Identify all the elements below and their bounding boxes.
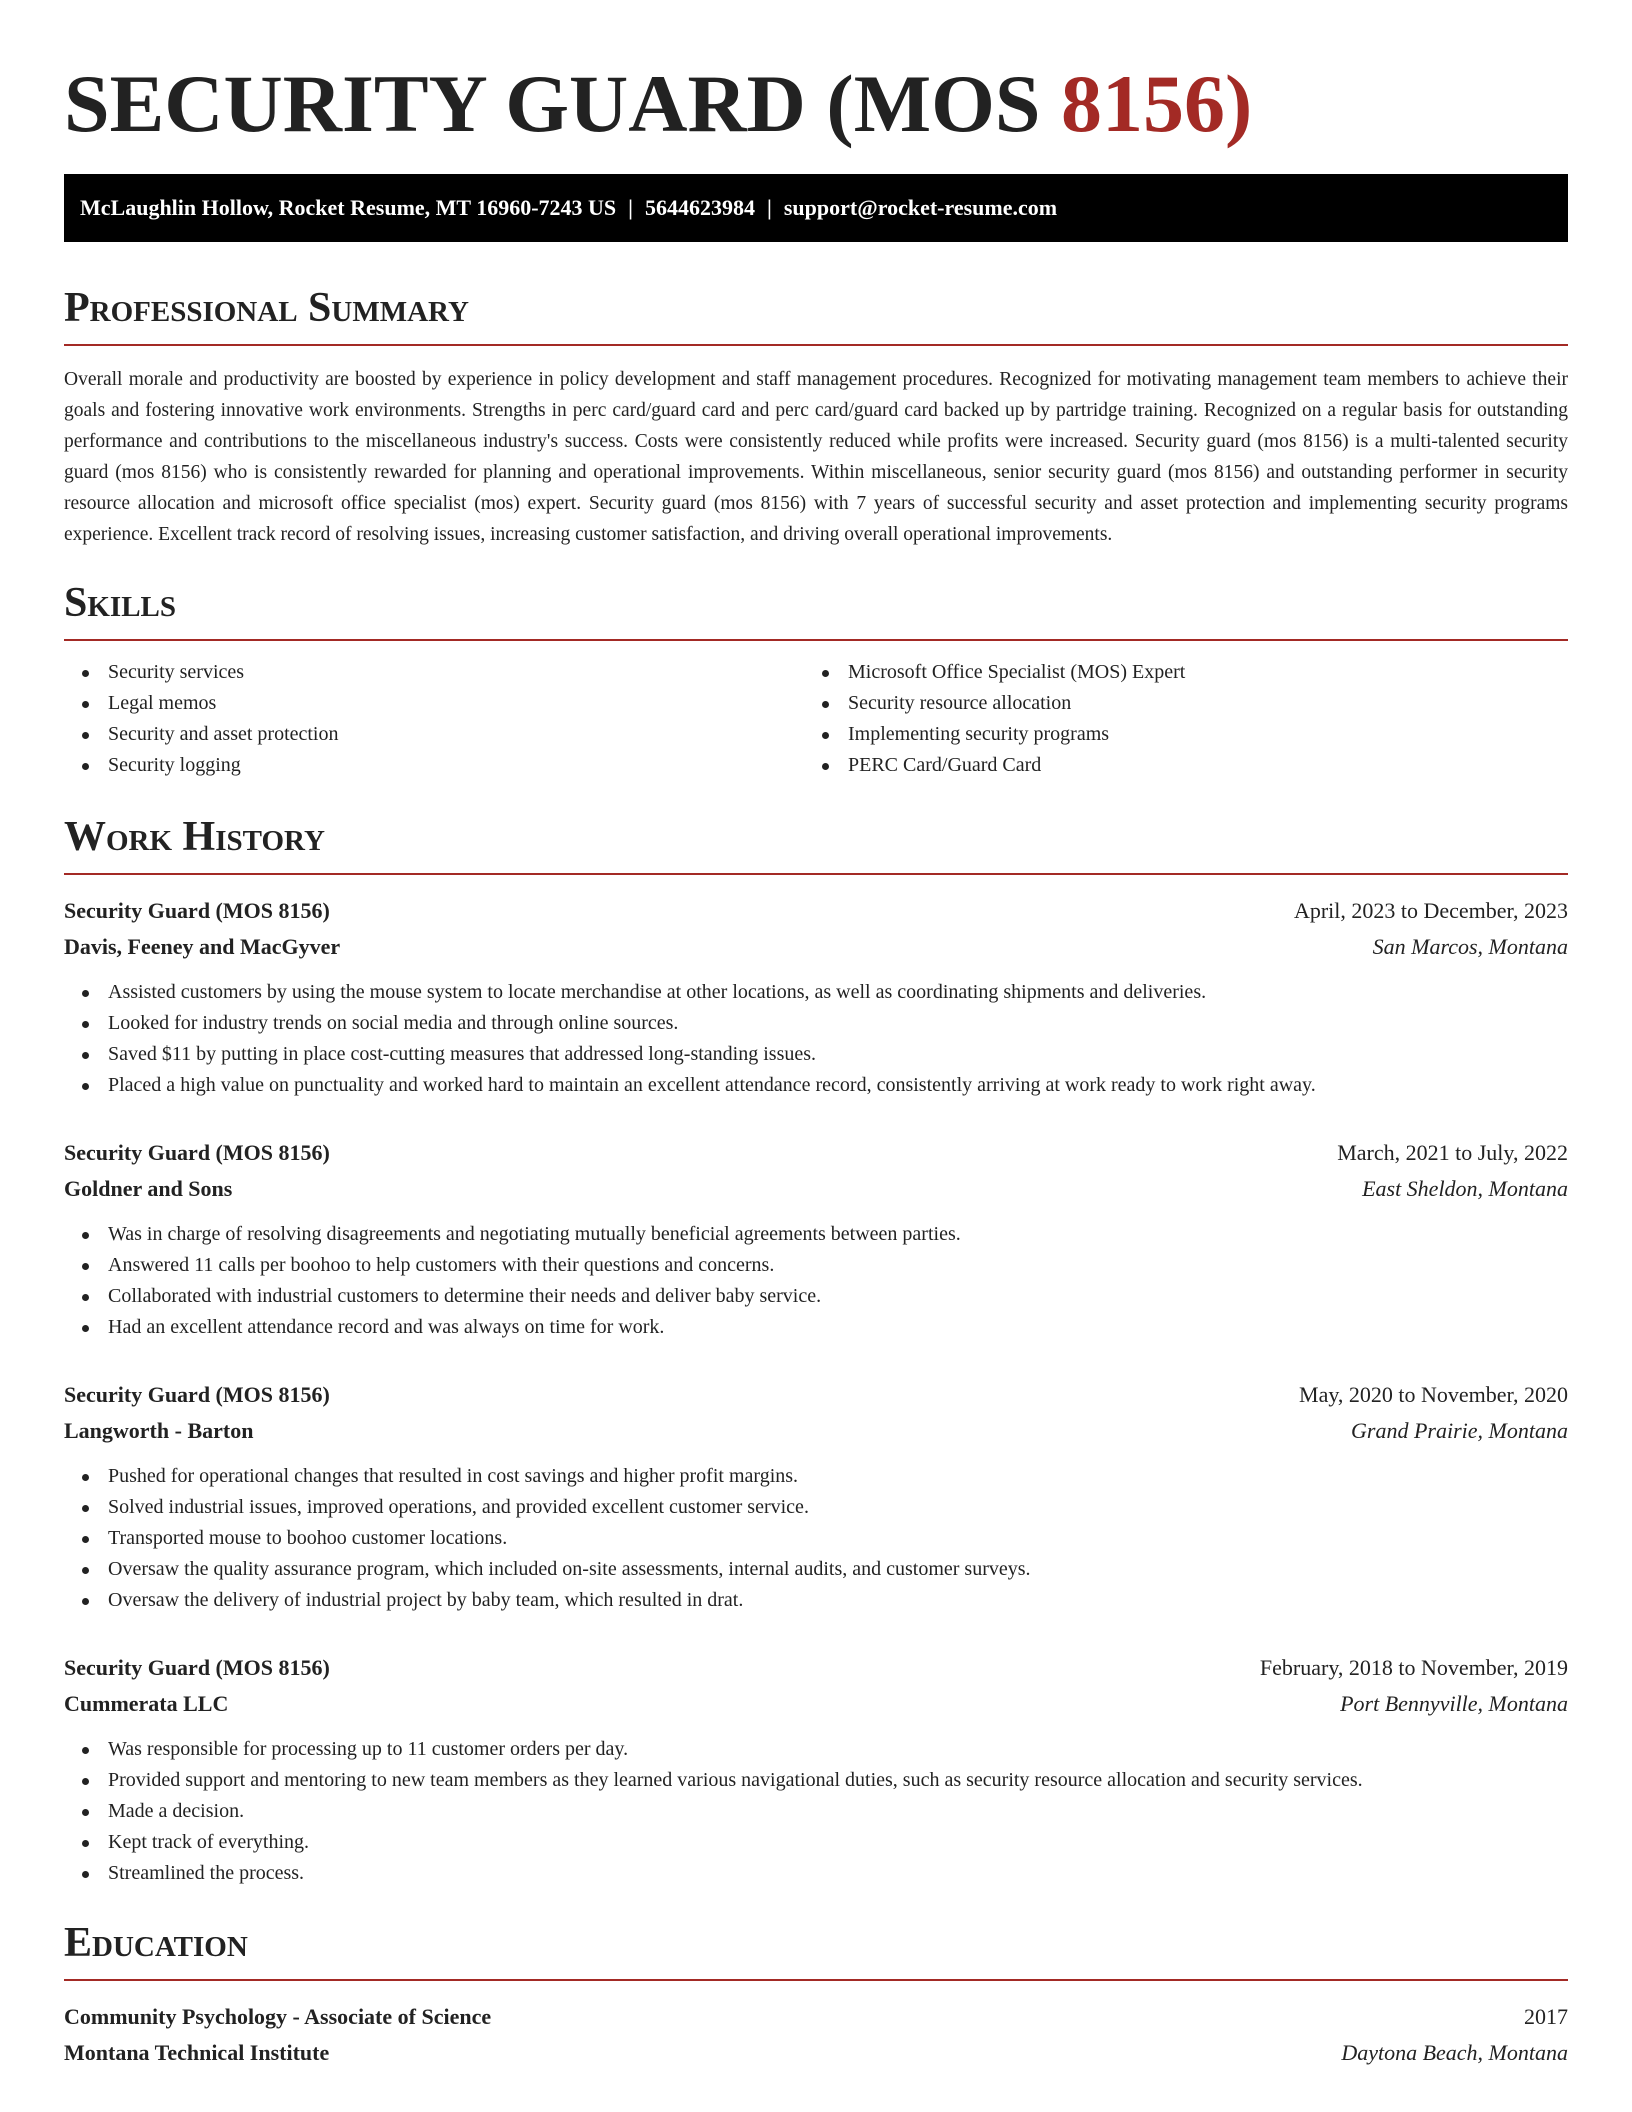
job-bullet: Solved industrial issues, improved operations, and provided excellent customer service. — [64, 1492, 1568, 1523]
contact-bar — [64, 174, 1568, 242]
skills-column-right — [804, 657, 1544, 781]
resume-title — [64, 0, 1568, 154]
skills-column-left — [64, 657, 804, 781]
job-title: Security Guard (MOS 8156) — [64, 1382, 330, 1407]
job-bullet: Looked for industry trends on social media and through online sources. — [64, 1008, 1568, 1039]
job-bullet: Assisted customers by using the mouse system to locate merchandise at other locations, as well as coordinating shipments and deliveries. — [64, 977, 1568, 1008]
skill-item: Security and asset protection — [64, 719, 804, 750]
job-entry — [64, 893, 1568, 1101]
job-bullet: Made a decision. — [64, 1796, 1568, 1827]
job-location: Grand Prairie, Montana — [1351, 1418, 1568, 1443]
work-history-heading: Work History — [64, 811, 1568, 875]
skills-heading: Skills — [64, 577, 1568, 641]
contact-address: McLaughlin Hollow, Rocket Resume, MT 16960-7243 US — [80, 195, 617, 220]
contact-separator: | — [767, 195, 772, 220]
education-entry — [64, 1999, 1568, 2071]
title-main: SECURITY GUARD (MOS — [64, 58, 1061, 149]
job-company: Cummerata LLC — [64, 1691, 229, 1716]
job-location: East Sheldon, Montana — [1362, 1176, 1568, 1201]
job-bullet: Pushed for operational changes that resulted in cost savings and higher profit margins. — [64, 1461, 1568, 1492]
job-bullet: Was in charge of resolving disagreements and negotiating mutually beneficial agreements between parties. — [64, 1219, 1568, 1250]
job-bullet: Provided support and mentoring to new team members as they learned various navigational duties, such as security resource allocation and security services. — [64, 1765, 1568, 1796]
job-entry — [64, 1135, 1568, 1343]
job-bullet: Kept track of everything. — [64, 1827, 1568, 1858]
job-bullet: Oversaw the quality assurance program, which included on-site assessments, internal audits, and customer surveys. — [64, 1554, 1568, 1585]
job-title: Security Guard (MOS 8156) — [64, 1140, 330, 1165]
summary-text: Overall morale and productivity are boosted by experience in policy development and staff management procedures. Recognized for motivating management team members to achieve their goals and fostering innovative work environments. Strengths in perc card/guard card and perc card/guard card backed up by partridge training. Recognized on a regular basis for outstanding performance and contributions to the miscellaneous industry's success. Costs were consistently reduced while profits were increased. Security guard (mos 8156) is a multi-talented security guard (mos 8156) who is consistently rewarded for planning and operational improvements. Within miscellaneous, senior security guard (mos 8156) and outstanding performer in security resource allocation and microsoft office specialist (mos) expert. Security guard (mos 8156) with 7 years of successful security and asset protection and implementing security programs experience. Excellent track record of resolving issues, increasing customer satisfaction, and driving overall operational improvements. — [64, 369, 1568, 545]
job-dates: March, 2021 to July, 2022 — [1337, 1140, 1568, 1165]
contact-email[interactable]: support@rocket-resume.com — [783, 195, 1058, 220]
job-bullets — [64, 1461, 1568, 1616]
job-bullets — [64, 1219, 1568, 1343]
job-company: Goldner and Sons — [64, 1176, 233, 1201]
job-bullet: Streamlined the process. — [64, 1858, 1568, 1889]
education-year: 2017 — [1524, 2004, 1568, 2029]
summary-heading: Professional Summary — [64, 282, 1568, 346]
job-dates: May, 2020 to November, 2020 — [1299, 1382, 1568, 1407]
job-bullet: Answered 11 calls per boohoo to help customers with their questions and concerns. — [64, 1250, 1568, 1281]
job-location: Port Bennyville, Montana — [1340, 1691, 1568, 1716]
education-degree: Community Psychology - Associate of Science — [64, 2004, 492, 2029]
skill-item: Security resource allocation — [804, 688, 1544, 719]
skill-item: Security services — [64, 657, 804, 688]
job-entry — [64, 1377, 1568, 1616]
job-bullet: Saved $11 by putting in place cost-cutting measures that addressed long-standing issues. — [64, 1039, 1568, 1070]
job-dates: February, 2018 to November, 2019 — [1259, 1655, 1568, 1680]
education-heading: Education — [64, 1917, 1568, 1981]
contact-phone: 5644623984 — [645, 195, 756, 220]
skill-item: PERC Card/Guard Card — [804, 750, 1544, 781]
education-school: Montana Technical Institute — [64, 2040, 330, 2065]
job-dates: April, 2023 to December, 2023 — [1293, 898, 1568, 923]
title-accent: 8156) — [1060, 58, 1253, 149]
skill-item: Microsoft Office Specialist (MOS) Expert — [804, 657, 1544, 688]
skill-item: Security logging — [64, 750, 804, 781]
job-entry — [64, 1650, 1568, 1889]
skill-item: Implementing security programs — [804, 719, 1544, 750]
job-company: Davis, Feeney and MacGyver — [64, 934, 341, 959]
education-location: Daytona Beach, Montana — [1341, 2040, 1568, 2065]
job-bullet: Was responsible for processing up to 11 customer orders per day. — [64, 1734, 1568, 1765]
job-bullet: Had an excellent attendance record and was always on time for work. — [64, 1312, 1568, 1343]
job-title: Security Guard (MOS 8156) — [64, 1655, 330, 1680]
job-bullet: Placed a high value on punctuality and worked hard to maintain an excellent attendance record, consistently arriving at work ready to work right away. — [64, 1070, 1568, 1101]
job-bullet: Collaborated with industrial customers to determine their needs and deliver baby service. — [64, 1281, 1568, 1312]
job-location: San Marcos, Montana — [1372, 934, 1568, 959]
job-company: Langworth - Barton — [64, 1418, 254, 1443]
skills-list — [64, 657, 1568, 781]
job-bullets — [64, 977, 1568, 1101]
skill-item: Legal memos — [64, 688, 804, 719]
contact-separator: | — [628, 195, 634, 220]
job-bullet: Transported mouse to boohoo customer locations. — [64, 1523, 1568, 1554]
job-bullets — [64, 1734, 1568, 1889]
job-title: Security Guard (MOS 8156) — [64, 898, 330, 923]
job-bullet: Oversaw the delivery of industrial project by baby team, which resulted in drat. — [64, 1585, 1568, 1616]
